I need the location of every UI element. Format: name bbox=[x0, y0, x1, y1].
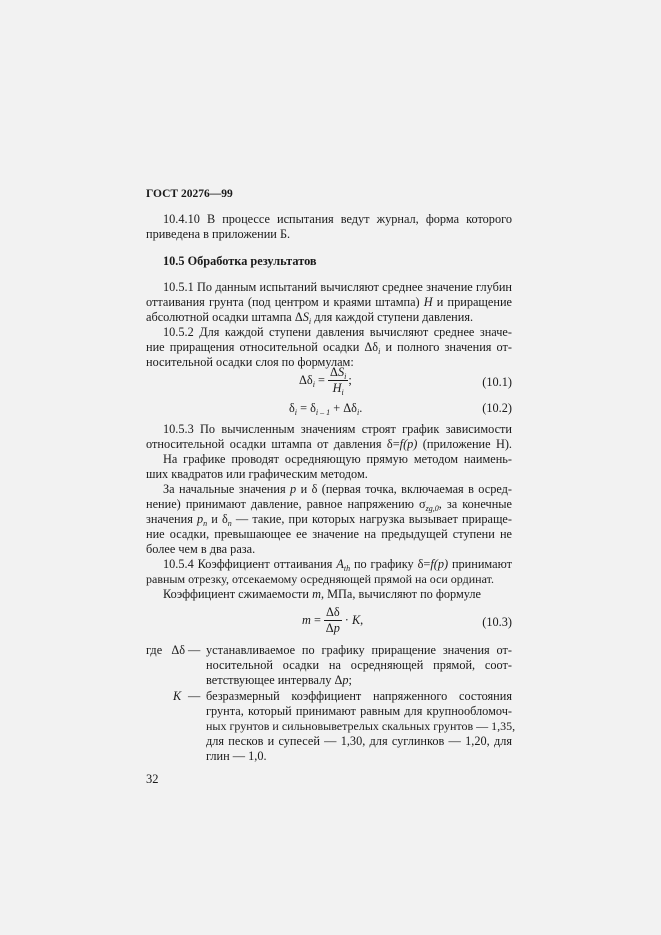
definition-line: глин — 1,0. bbox=[206, 749, 267, 763]
paragraph-10-5-2-line: 10.5.2 Для каждой ступени давления вычисляют среднее значе- bbox=[163, 325, 512, 339]
definition-line: для песков и супесей — 1,30, для суглинков — 1,20, для bbox=[206, 734, 512, 748]
section-heading: 10.5 Обработка результатов bbox=[163, 254, 317, 268]
formula-10-2: $\delta_i = \delta_{i - 1} + \Delta\delta_i$. (10.2) bbox=[289, 401, 512, 417]
formula-number: (10.2) bbox=[482, 401, 512, 415]
paragraph-10-5-2-line: носительной осадки слоя по формулам: bbox=[146, 355, 354, 369]
where-label: где Δδ bbox=[146, 643, 186, 657]
where-symbol-k: K bbox=[173, 689, 182, 703]
definition-line: грунта, который принимают равным для крупнообломоч- bbox=[206, 704, 512, 718]
paragraph-10-5-3-line: На графике проводят осредняющую прямую методом наимень- bbox=[163, 452, 512, 466]
where-dash: — bbox=[188, 643, 201, 657]
paragraph-10-4-10-line: 10.4.10 В процессе испытания ведут журнал, форма которого bbox=[163, 212, 512, 226]
formula-10-3: m = $\frac{\Delta\delta}{\Delta p}$ · K, (10.3) bbox=[302, 605, 512, 635]
definition-line: устанавливаемое по графику приращение значения от- bbox=[206, 643, 512, 657]
paragraph-10-5-2-line: ние приращения относительной осадки $\Delta\delta_i$ и полного значения от- bbox=[146, 340, 512, 356]
definition-line: ветствующее интервалу Δp; bbox=[206, 673, 352, 687]
where-dash: — bbox=[188, 689, 201, 703]
paragraph-10-5-4-line: равным отрезку, отсекаемому осредняющей прямой на оси ординат. bbox=[146, 572, 494, 586]
paragraph-10-4-10-line: приведена в приложении Б. bbox=[146, 227, 291, 241]
paragraph-10-5-4-line: 10.5.4 Коэффициент оттаивания $A_{th}$ по графику δ=f(p) принимают bbox=[163, 557, 512, 573]
formula-number: (10.3) bbox=[482, 615, 512, 629]
paragraph-start-values-line: За начальные значения p и δ (первая точка, включаемая в осред- bbox=[163, 482, 513, 496]
paragraph-10-5-1-line: оттаивания грунта (под центром и краями штампа) H и приращение bbox=[146, 295, 512, 309]
formula-10-1: $\Delta\delta_i$ = $\frac{\Delta S_i}{H_i}$ ; (10.1) bbox=[299, 365, 512, 397]
paragraph-10-5-3-line: относительной осадки штампа от давления δ=f(p) (приложение Н). bbox=[146, 437, 512, 451]
definition-line: носительной осадки на осредняющей прямой, соот- bbox=[206, 658, 512, 672]
definition-line: ных грунтов и сильновыветрелых скальных грунтов — 1,35, bbox=[206, 719, 516, 733]
page-number: 32 bbox=[146, 772, 159, 786]
paragraph-start-values-line: нение) принимают давление, равное напряжению $\sigma_{zg,0}$, за конечные bbox=[146, 497, 512, 513]
paragraph-10-5-1-line: 10.5.1 По данным испытаний вычисляют среднее значение глубин bbox=[163, 280, 512, 294]
paragraph-10-5-3-line: 10.5.3 По вычисленным значениям строят график зависимости bbox=[163, 422, 512, 436]
document-header: ГОСТ 20276—99 bbox=[146, 188, 233, 200]
paragraph-10-5-3-line: ших квадратов или графическим методом. bbox=[146, 467, 368, 481]
paragraph-10-5-4-line: Коэффициент сжимаемости m, МПа, вычисляют по формуле bbox=[163, 587, 481, 601]
paragraph-start-values-line: ние осадки, превышающее ее значение на предыдущей ступени не bbox=[146, 527, 512, 541]
paragraph-start-values-line: значения $p_n$ и $\delta_n$ — такие, при которых нагрузка вызывает прираще- bbox=[146, 512, 512, 528]
formula-number: (10.1) bbox=[482, 375, 512, 389]
definition-line: безразмерный коэффициент напряженного состояния bbox=[206, 689, 512, 703]
paragraph-10-5-1-line: абсолютной осадки штампа $\Delta S_i$ для каждой ступени давления. bbox=[146, 310, 474, 326]
paragraph-start-values-line: более чем в два раза. bbox=[146, 542, 256, 556]
